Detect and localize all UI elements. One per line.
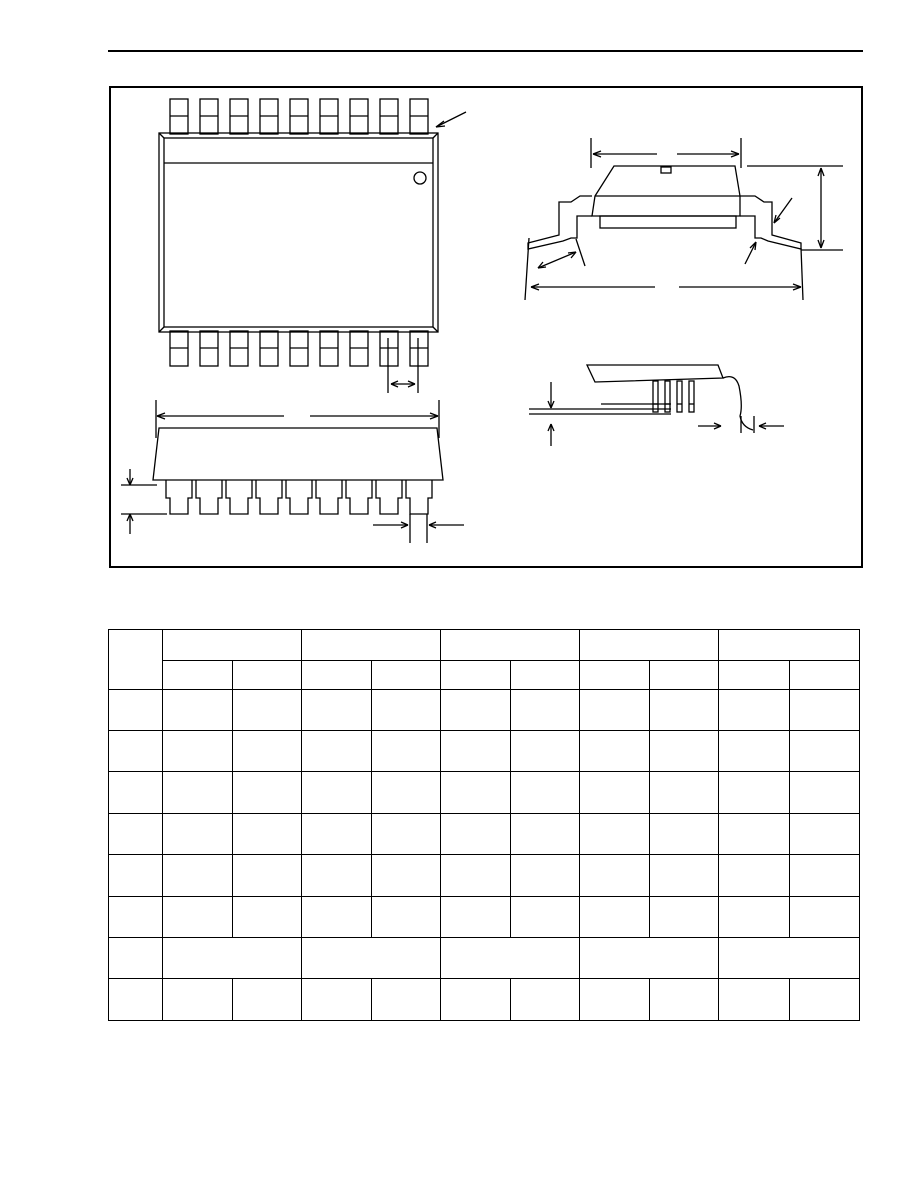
dimension-table-body [109, 630, 860, 1021]
merged-value-cell [580, 938, 719, 979]
value-cell [511, 855, 580, 896]
value-cell [790, 896, 860, 937]
header-subcolumn-cell [650, 660, 719, 689]
value-cell [163, 979, 233, 1021]
header-group-cell [163, 630, 302, 661]
end-body-base [600, 216, 736, 228]
value-cell [302, 813, 372, 854]
header-group-cell [302, 630, 441, 661]
value-cell [163, 896, 233, 937]
value-cell [650, 730, 719, 771]
top-pins-lower [170, 331, 428, 366]
value-cell [302, 855, 372, 896]
value-cell [719, 896, 790, 937]
value-cell [580, 979, 650, 1021]
header-subcolumn-cell [580, 660, 650, 689]
right-lead [740, 196, 801, 249]
value-cell [790, 855, 860, 896]
side-pins [166, 480, 432, 514]
value-cell [650, 855, 719, 896]
value-cell [233, 689, 302, 730]
value-cell [441, 772, 511, 813]
header-subcolumn-cell [302, 660, 372, 689]
value-cell [580, 730, 650, 771]
value-cell [163, 772, 233, 813]
merged-value-cell [719, 938, 860, 979]
top-pins-upper [170, 99, 428, 134]
value-cell [650, 979, 719, 1021]
value-cell [580, 855, 650, 896]
value-cell [163, 689, 233, 730]
row-label-cell [109, 813, 163, 854]
header-group-cell [441, 630, 580, 661]
header-group-cell [580, 630, 719, 661]
side-pin-5 [286, 480, 312, 514]
dimension-table [108, 629, 860, 1021]
detail-lead-3 [677, 381, 682, 412]
detail-lead-4 [689, 381, 694, 412]
table-row [109, 689, 860, 730]
lead-detail-view [529, 365, 784, 446]
value-cell [719, 855, 790, 896]
value-cell [511, 689, 580, 730]
leader-line [436, 112, 466, 127]
row-label-cell [109, 855, 163, 896]
side-pin-6 [316, 480, 342, 514]
package-body-inner-outline [164, 138, 433, 327]
end-view [525, 138, 843, 300]
merged-value-cell [163, 938, 302, 979]
side-pin-8 [376, 480, 402, 514]
value-cell [790, 689, 860, 730]
top-view [159, 99, 466, 393]
header-subcolumn-cell [233, 660, 302, 689]
value-cell [302, 730, 372, 771]
header-subcolumn-cell [163, 660, 233, 689]
value-cell [441, 979, 511, 1021]
value-cell [441, 855, 511, 896]
value-cell [302, 896, 372, 937]
side-pin-4 [256, 480, 282, 514]
detail-body-outline [587, 365, 723, 382]
value-cell [719, 689, 790, 730]
row-label-cell [109, 772, 163, 813]
value-cell [719, 730, 790, 771]
header-subcolumn-cell [372, 660, 441, 689]
table-row [109, 813, 860, 854]
value-cell [372, 855, 441, 896]
value-cell [511, 896, 580, 937]
value-cell [650, 896, 719, 937]
value-cell [372, 772, 441, 813]
value-cell [441, 813, 511, 854]
value-cell [233, 730, 302, 771]
table-row [109, 855, 860, 896]
value-cell [441, 896, 511, 937]
row-label-cell [109, 730, 163, 771]
merged-value-cell [441, 938, 580, 979]
header-subcolumn-cell [441, 660, 511, 689]
value-cell [163, 813, 233, 854]
value-cell [233, 813, 302, 854]
value-cell [302, 689, 372, 730]
header-subcolumn-cell [511, 660, 580, 689]
value-cell [372, 813, 441, 854]
value-cell [580, 689, 650, 730]
value-cell [580, 896, 650, 937]
value-cell [719, 813, 790, 854]
side-pin-1 [166, 480, 192, 514]
pin1-indicator-dot [414, 172, 426, 184]
value-cell [650, 813, 719, 854]
value-cell [233, 979, 302, 1021]
table-row [109, 896, 860, 937]
row-label-cell [109, 938, 163, 979]
value-cell [511, 730, 580, 771]
detail-lead-1 [653, 381, 658, 412]
value-cell [719, 979, 790, 1021]
side-pin-9 [406, 480, 432, 514]
row-label-cell [109, 979, 163, 1021]
side-pin-3 [226, 480, 252, 514]
value-cell [372, 896, 441, 937]
value-cell [233, 772, 302, 813]
value-cell [163, 730, 233, 771]
value-cell [233, 896, 302, 937]
value-cell [790, 730, 860, 771]
value-cell [580, 813, 650, 854]
package-drawing [111, 88, 861, 566]
lead-bend-curve [723, 377, 753, 430]
detail-leads [653, 381, 694, 412]
header-subcolumn-cell [719, 660, 790, 689]
value-cell [372, 689, 441, 730]
value-cell [790, 772, 860, 813]
header-group-cell [719, 630, 860, 661]
value-cell [511, 813, 580, 854]
value-cell [790, 813, 860, 854]
row-label-cell [109, 896, 163, 937]
detail-lead-2 [665, 381, 670, 412]
header-symbol-cell [109, 630, 163, 690]
side-body-outline [153, 428, 443, 480]
value-cell [719, 772, 790, 813]
value-cell [163, 855, 233, 896]
value-cell [233, 855, 302, 896]
value-cell [441, 689, 511, 730]
table-row [109, 979, 860, 1021]
value-cell [302, 772, 372, 813]
table-row [109, 730, 860, 771]
header-rule [108, 50, 863, 52]
merged-value-cell [302, 938, 441, 979]
left-lead [528, 196, 592, 249]
package-drawing-frame [109, 86, 863, 568]
value-cell [790, 979, 860, 1021]
value-cell [511, 979, 580, 1021]
mold-mark [661, 167, 671, 173]
side-pin-2 [196, 480, 222, 514]
value-cell [441, 730, 511, 771]
side-pin-7 [346, 480, 372, 514]
value-cell [580, 772, 650, 813]
header-subcolumn-cell [790, 660, 860, 689]
value-cell [650, 689, 719, 730]
value-cell [302, 979, 372, 1021]
table-row [109, 938, 860, 979]
row-label-cell [109, 689, 163, 730]
value-cell [511, 772, 580, 813]
side-view [121, 400, 464, 543]
table-row [109, 772, 860, 813]
value-cell [372, 730, 441, 771]
value-cell [650, 772, 719, 813]
value-cell [372, 979, 441, 1021]
